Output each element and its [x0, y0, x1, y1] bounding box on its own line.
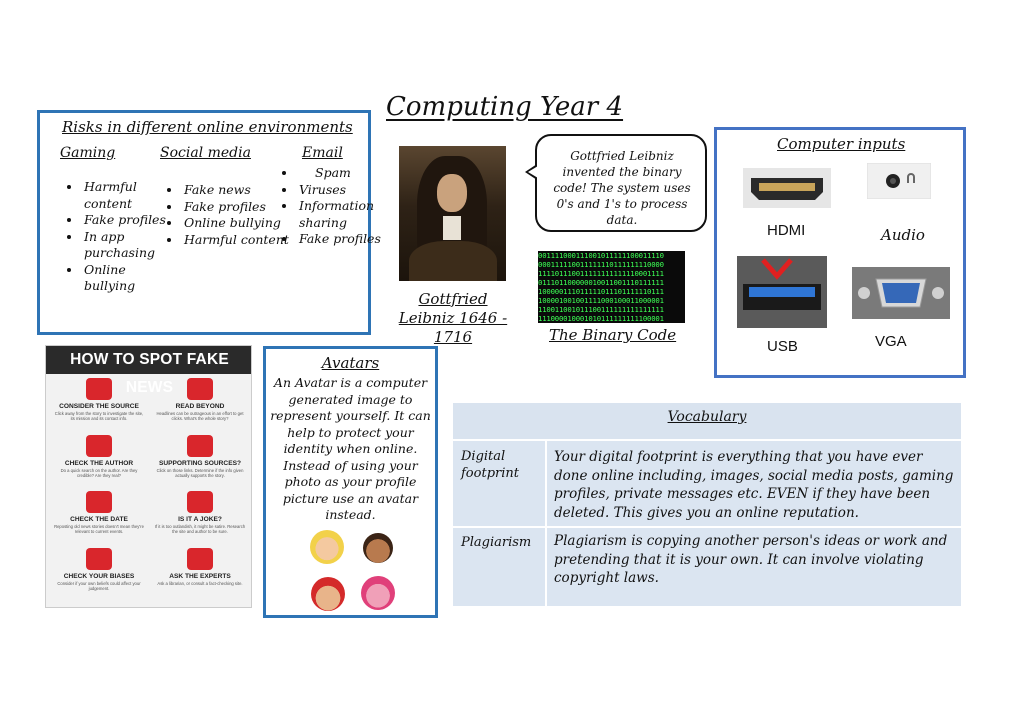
- documents-icon: [187, 435, 213, 457]
- tip-check-date: CHECK THE DATE Reposting old news stories doesn't mean they're relevant to current events.: [49, 491, 149, 534]
- leibniz-caption: Gottfried Leibniz 1646 - 1716: [398, 290, 508, 346]
- tip-read-beyond: READ BEYOND Headlines can be outrageous in an effort to get clicks. What's the whole story?: [150, 378, 250, 421]
- usb-port-icon: [737, 256, 827, 328]
- vocab-definition: Your digital footprint is everything that you have ever done online including, images, social media posts, gaming profiles, private messages etc. EVEN if they have been deleted. This gives you an online reputation.: [554, 449, 954, 521]
- binary-caption: The Binary Code: [549, 326, 677, 344]
- risks-panel: [37, 110, 381, 335]
- article-icon: [187, 378, 213, 400]
- vocabulary-heading: Vocabulary: [453, 403, 961, 441]
- list-item: • Online bullying: [82, 262, 172, 295]
- list-item: • In app purchasing: [82, 229, 172, 262]
- list-item: • Fake profiles: [297, 231, 392, 248]
- vga-label: VGA: [875, 333, 907, 350]
- list-item: • Viruses: [297, 182, 392, 199]
- list-item: • Online bullying: [182, 215, 297, 232]
- expert-icon: [187, 548, 213, 570]
- inputs-title: Computer inputs: [777, 135, 906, 153]
- tip-ask-experts: ASK THE EXPERTS Ask a librarian, or consult a fact-checking site.: [150, 548, 250, 586]
- fake-news-poster: [45, 345, 252, 608]
- speech-text: Gottfried Leibniz invented the binary code! The system uses 0's and 1's to process data.: [553, 149, 691, 227]
- tip-supporting-sources: SUPPORTING SOURCES? Click on those links. Determine if the info given actually supports the story.: [150, 435, 250, 478]
- leibniz-portrait: [399, 146, 506, 281]
- email-risk-list: [277, 165, 392, 248]
- avatar-girl-icon: [310, 530, 344, 564]
- calendar-icon: [86, 491, 112, 513]
- vocabulary-table: [453, 403, 961, 606]
- avatars-panel: [263, 346, 438, 618]
- audio-label: Audio: [881, 226, 925, 244]
- audio-port-icon: [867, 163, 931, 199]
- list-item: • Spam: [297, 165, 392, 182]
- fake-news-header: HOW TO SPOT FAKE NEWS: [46, 346, 252, 374]
- avatar-cap-icon: [311, 577, 345, 611]
- vocab-term: Plagiarism: [461, 535, 532, 550]
- page-title: Computing Year 4: [386, 92, 624, 122]
- speech-bubble: [535, 134, 707, 232]
- list-item: • Fake profiles: [182, 199, 297, 216]
- email-heading: Email: [302, 145, 343, 161]
- binary-code-image: 001111000111001011111100011110 000111110011111110111111110000 111101110011111111111110001111 011101100000010011001110111111 100000111011111011101111110111 100001001001111000100011000001 110011001011100111111111111111 111000010001010111111111100001: [538, 251, 685, 323]
- vocab-term: Digital footprint: [461, 449, 519, 481]
- list-item: • Fake news: [182, 182, 297, 199]
- tip-check-author: CHECK THE AUTHOR Do a quick search on the author. Are they credible? Are they real?: [49, 435, 149, 478]
- tip-consider-source: CONSIDER THE SOURCE Click away from the story to investigate the site, its mission and its contact info.: [49, 378, 149, 421]
- person-icon: [86, 378, 112, 400]
- gaming-heading: Gaming: [60, 145, 116, 161]
- hdmi-port-icon: [743, 168, 831, 208]
- risks-title: Risks in different online environments: [62, 118, 353, 136]
- vocab-definition: Plagiarism is copying another person's ideas or work and pretending that it is your own. It can involve violating copyright laws.: [554, 533, 948, 586]
- gaming-risk-list: [62, 179, 172, 295]
- hdmi-label: HDMI: [767, 222, 806, 239]
- social-media-heading: Social media: [160, 145, 251, 161]
- computer-inputs-panel: [714, 127, 966, 378]
- scales-icon: [86, 548, 112, 570]
- avatar-boy-icon: [363, 533, 393, 563]
- avatars-title: Avatars: [321, 354, 380, 372]
- usb-label: USB: [767, 338, 798, 355]
- list-item: • Harmful content: [182, 232, 297, 249]
- list-item: • Harmful content: [82, 179, 172, 212]
- quill-icon: [86, 435, 112, 457]
- avatars-text: An Avatar is a computer generated image to represent yourself. It can help to protect your identity when online. Instead of using your photo as your profile picture use an avatar instead.: [270, 375, 431, 522]
- vga-port-icon: [852, 267, 950, 319]
- mask-icon: [187, 491, 213, 513]
- list-item: • Fake profiles: [82, 212, 172, 229]
- tip-check-biases: CHECK YOUR BIASES Consider if your own beliefs could affect your judgement.: [49, 548, 149, 591]
- list-item: • Information sharing: [297, 198, 392, 231]
- avatar-pink-icon: [361, 576, 395, 610]
- tip-is-it-joke: IS IT A JOKE? If it is too outlandish, it might be satire. Research the site and author to be sure.: [150, 491, 250, 534]
